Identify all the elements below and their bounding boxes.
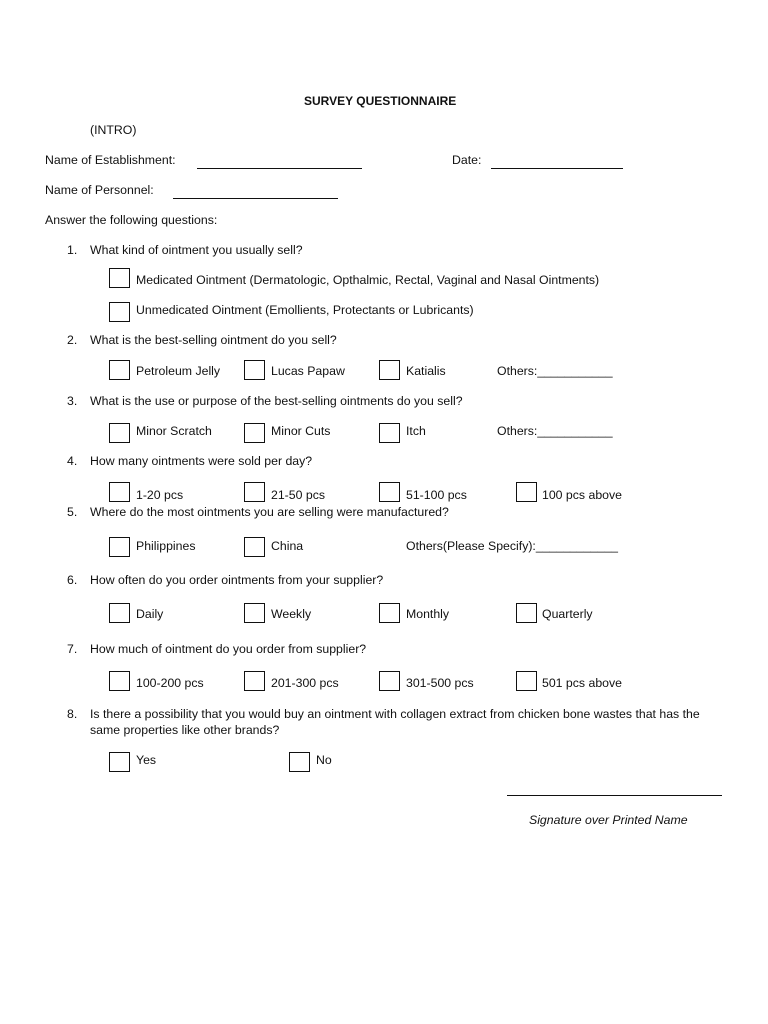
- option-label: 100-200 pcs: [136, 676, 204, 690]
- checkbox-100-200[interactable]: [109, 671, 130, 691]
- option-label: Monthly: [406, 607, 450, 621]
- checkbox-51-100[interactable]: [379, 482, 400, 502]
- establishment-label: Name of Establishment:: [45, 153, 176, 167]
- option-label: Petroleum Jelly: [136, 364, 221, 378]
- option-label: 21-50 pcs: [271, 488, 326, 502]
- checkbox-minor-scratch[interactable]: [109, 423, 130, 443]
- question-text: How often do you order ointments from your supplier?: [90, 573, 384, 587]
- option-label: Katialis: [406, 364, 446, 378]
- question-number: 2.: [67, 333, 78, 347]
- question-text-continued: same properties like other brands?: [90, 723, 280, 737]
- checkbox-monthly[interactable]: [379, 603, 400, 623]
- option-label: Weekly: [271, 607, 312, 621]
- option-label: 301-500 pcs: [406, 676, 474, 690]
- option-label: Itch: [406, 424, 426, 438]
- option-label: China: [271, 539, 304, 553]
- option-label: 501 pcs above: [542, 676, 622, 690]
- page-title: SURVEY QUESTIONNAIRE: [304, 94, 457, 108]
- question-text: What kind of ointment you usually sell?: [90, 243, 303, 257]
- option-label: Medicated Ointment (Dermatologic, Opthalmic, Rectal, Vaginal and Nasal Ointments): [136, 273, 600, 287]
- checkbox-lucas-papaw[interactable]: [244, 360, 265, 380]
- option-label: 100 pcs above: [542, 488, 622, 502]
- question-text: What is the use or purpose of the best-selling ointments do you sell?: [90, 394, 463, 408]
- option-label: No: [316, 753, 332, 767]
- checkbox-21-50[interactable]: [244, 482, 265, 502]
- others-field[interactable]: Others:___________: [497, 364, 613, 378]
- others-field[interactable]: Others(Please Specify):____________: [406, 539, 618, 553]
- question-text: Is there a possibility that you would buy an ointment with collagen extract from chicken bone wastes that has the: [90, 707, 700, 721]
- checkbox-daily[interactable]: [109, 603, 130, 623]
- checkbox-501-above[interactable]: [516, 671, 537, 691]
- checkbox-201-300[interactable]: [244, 671, 265, 691]
- checkbox-1-20[interactable]: [109, 482, 130, 502]
- signature-caption: Signature over Printed Name: [529, 813, 688, 827]
- option-label: 51-100 pcs: [406, 488, 467, 502]
- checkbox-medicated[interactable]: [109, 268, 130, 288]
- checkbox-china[interactable]: [244, 537, 265, 557]
- question-number: 7.: [67, 642, 78, 656]
- checkbox-petroleum-jelly[interactable]: [109, 360, 130, 380]
- question-number: 3.: [67, 394, 78, 408]
- checkbox-philippines[interactable]: [109, 537, 130, 557]
- checkbox-katialis[interactable]: [379, 360, 400, 380]
- checkbox-yes[interactable]: [109, 752, 130, 772]
- option-label: 1-20 pcs: [136, 488, 184, 502]
- checkbox-no[interactable]: [289, 752, 310, 772]
- option-label: Unmedicated Ointment (Emollients, Protectants or Lubricants): [136, 303, 474, 317]
- checkbox-weekly[interactable]: [244, 603, 265, 623]
- personnel-field[interactable]: [173, 198, 338, 199]
- question-number: 6.: [67, 573, 78, 587]
- establishment-field[interactable]: [197, 168, 362, 169]
- personnel-label: Name of Personnel:: [45, 183, 154, 197]
- question-number: 4.: [67, 454, 78, 468]
- option-label: Philippines: [136, 539, 196, 553]
- option-label: 201-300 pcs: [271, 676, 339, 690]
- checkbox-quarterly[interactable]: [516, 603, 537, 623]
- option-label: Lucas Papaw: [271, 364, 345, 378]
- checkbox-301-500[interactable]: [379, 671, 400, 691]
- instruction-text: Answer the following questions:: [45, 213, 218, 227]
- question-number: 1.: [67, 243, 78, 257]
- checkbox-100-above[interactable]: [516, 482, 537, 502]
- option-label: Minor Scratch: [136, 424, 212, 438]
- question-text: Where do the most ointments you are selling were manufactured?: [90, 505, 449, 519]
- option-label: Yes: [136, 753, 157, 767]
- others-field[interactable]: Others:___________: [497, 424, 613, 438]
- date-field[interactable]: [491, 168, 623, 169]
- checkbox-minor-cuts[interactable]: [244, 423, 265, 443]
- signature-line[interactable]: [507, 795, 722, 796]
- option-label: Minor Cuts: [271, 424, 331, 438]
- question-text: How much of ointment do you order from supplier?: [90, 642, 367, 656]
- question-text: What is the best-selling ointment do you sell?: [90, 333, 337, 347]
- question-number: 8.: [67, 707, 78, 721]
- question-number: 5.: [67, 505, 78, 519]
- checkbox-unmedicated[interactable]: [109, 302, 130, 322]
- option-label: Quarterly: [542, 607, 593, 621]
- option-label: Daily: [136, 607, 164, 621]
- question-text: How many ointments were sold per day?: [90, 454, 313, 468]
- checkbox-itch[interactable]: [379, 423, 400, 443]
- date-label: Date:: [452, 153, 482, 167]
- intro-text: (INTRO): [90, 123, 137, 137]
